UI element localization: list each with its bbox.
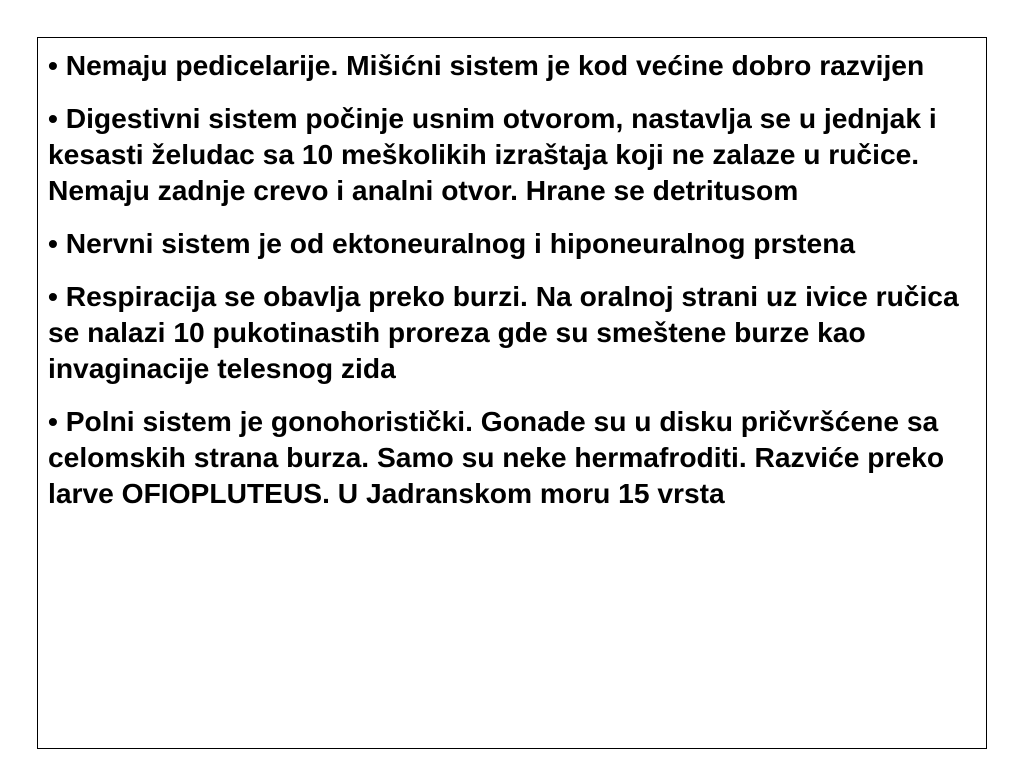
bullet-item-digestive-system (48, 100, 978, 208)
slide-content-box (37, 37, 987, 749)
bullet-text: Respiracija se obavlja preko burzi. Na oralnoj strani uz ivice ručica se nalazi 10 pukotinastih proreza gde su smeštene burze kao invaginacije telesnog zida (48, 280, 959, 384)
bullet-list (48, 47, 978, 511)
bullet-item-reproductive-system (48, 403, 978, 511)
bullet-marker: • (48, 280, 58, 312)
bullet-item-respiration (48, 278, 978, 386)
bullet-item-nervous-system (48, 225, 978, 261)
bullet-marker: • (48, 49, 58, 81)
bullet-text: Digestivni sistem počinje usnim otvorom, nastavlja se u jednjak i kesasti želudac sa 10 meškolikih izraštaja koji ne zalaze u ručice. Nemaju zadnje crevo i analni otvor. Hrane se detritusom (48, 102, 937, 206)
bullet-marker: • (48, 102, 58, 134)
bullet-marker: • (48, 405, 58, 437)
bullet-text: Nervni sistem je od ektoneuralnog i hiponeuralnog prstena (65, 227, 856, 259)
bullet-marker: • (48, 227, 58, 259)
bullet-item-muscular-system (48, 47, 978, 83)
bullet-text: Polni sistem je gonohoristički. Gonade su u disku pričvršćene sa celomskih strana burza. Samo su neke hermafroditi. Razviće preko larve OFIOPLUTEUS. U Jadranskom moru 15 vrsta (48, 405, 945, 509)
bullet-text: Nemaju pedicelarije. Mišićni sistem je kod većine dobro razvijen (65, 49, 925, 81)
